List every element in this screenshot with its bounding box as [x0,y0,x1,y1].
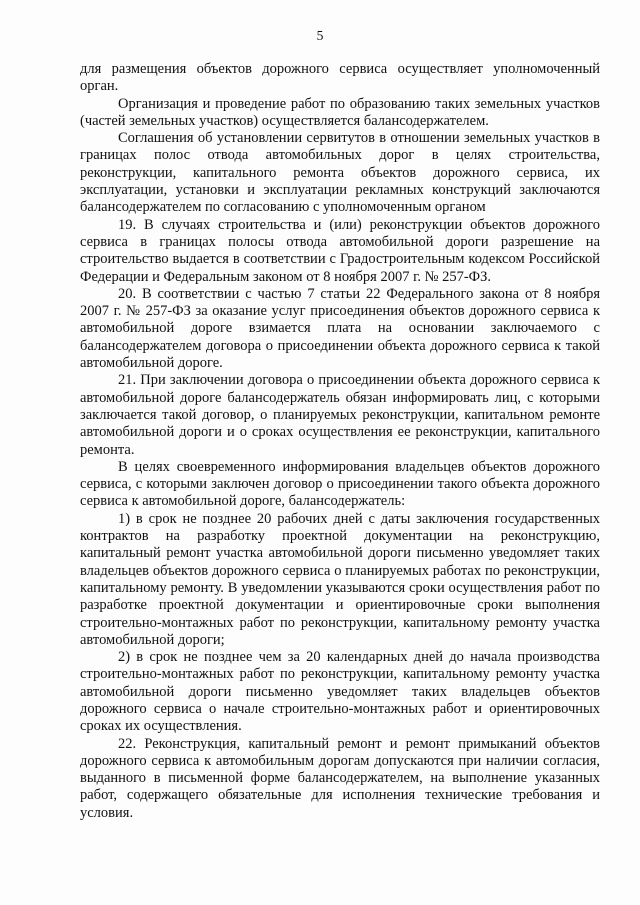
paragraph-item-21: 21. При заключении договора о присоединении объекта дорожного сервиса к автомобильной дороге балансодержатель обязан информировать лиц, с которыми заключается такой договор, о планируемых реконструкции, капитальном ремонте автомобильной дороги и о сроках осуществления ее реконструкции, капитального ремонта. [80,372,600,458]
paragraph-land-plots: Организация и проведение работ по образованию таких земельных участков (частей земельных участков) осуществляется балансодержателем. [80,95,600,129]
paragraph-item-22: 22. Реконструкция, капитальный ремонт и ремонт примыканий объектов дорожного сервиса к автомобильным дорогам допускаются при наличии согласия, выданного в письменной форме балансодержателем, на выполнение указанных работ, содержащего обязательные для исполнения технические требования и условия. [80,735,600,821]
paragraph-item-19: 19. В случаях строительства и (или) реконструкции объектов дорожного сервиса в границах полосы отвода автомобильной дороги разрешение на строительство выдается в соответствии с Градостроительным кодексом Российской Федерации и Федеральным законом от 8 ноября 2007 г. № 257-ФЗ. [80,216,600,285]
paragraph-servitude-agreements: Соглашения об установлении сервитутов в отношении земельных участков в границах полос отвода автомобильных дорог в целях строительства, реконструкции, капитального ремонта объектов дорожного сервиса, их эксплуатации, установки и эксплуатации рекламных конструкций заключаются балансодержателем по согласованию с уполномоченным органом [80,130,600,216]
paragraph-subitem-2: 2) в срок не позднее чем за 20 календарных дней до начала производства строительно-монтажных работ по реконструкции, капитальному ремонту участка автомобильной дороги письменно уведомляет таких владельцев объектов дорожного сервиса о начале строительно-монтажных работ и ориентировочных сроках их осуществления. [80,649,600,735]
document-body [80,61,600,822]
paragraph-continuation: для размещения объектов дорожного сервиса осуществляет уполномоченный орган. [80,61,600,95]
paragraph-informing-owners: В целях своевременного информирования владельцев объектов дорожного сервиса, с которыми заключен договор о присоединении такого объекта дорожного сервиса к автомобильной дороге, балансодержатель: [80,458,600,510]
paragraph-item-20: 20. В соответствии с частью 7 статьи 22 Федерального закона от 8 ноября 2007 г. № 257-ФЗ за оказание услуг присоединения объектов дорожного сервиса к автомобильной дороге взимается плата на основании заключаемого с балансодержателем договора о присоединении объекта дорожного сервиса к такой автомобильной дороге. [80,285,600,372]
paragraph-subitem-1: 1) в срок не позднее 20 рабочих дней с даты заключения государственных контрактов на разработку проектной документации на реконструкцию, капитальный ремонт участка автомобильной дороги письменно уведомляет таких владельцев объектов дорожного сервиса о планируемых работах по реконструкции, капитальному ремонту. В уведомлении указываются сроки осуществления работ по разработке проектной документации и ориентировочные сроки выполнения строительно-монтажных работ по реконструкции, капитальному ремонту участка автомобильной дороги; [80,510,600,648]
page-number: 5 [316,28,324,43]
